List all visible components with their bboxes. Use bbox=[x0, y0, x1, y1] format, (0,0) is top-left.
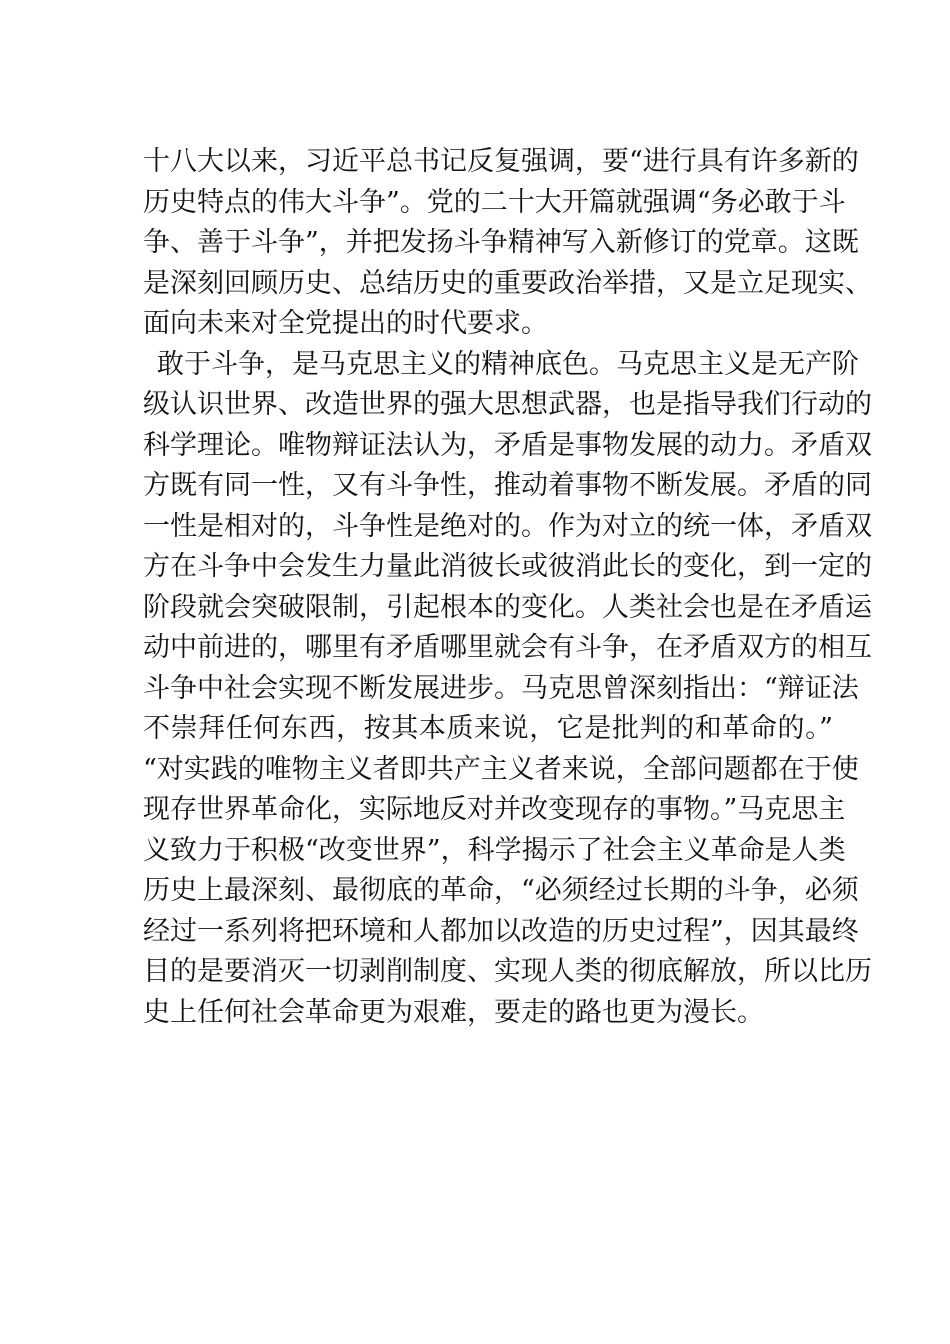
paragraph-2-line-4: 方既有同一性，又有斗争性，推动着事物不断发展。矛盾的同 bbox=[143, 470, 872, 501]
paragraph-2-line-1: 敢于斗争，是马克思主义的精神底色。马克思主义是无产阶 bbox=[157, 348, 859, 380]
paragraph-1-line-3: 争、善于斗争”，并把发扬斗争精神写入新修订的党章。这既 bbox=[143, 227, 859, 258]
paragraph-1-line-1: 十八大以来，习近平总书记反复强调，要“进行具有许多新的 bbox=[143, 146, 859, 177]
paragraph-2-line-16: 目的是要消灭一切剥削制度、实现人类的彻底解放，所以比历 bbox=[143, 956, 872, 987]
paragraph-2-line-17: 史上任何社会革命更为艰难，要走的路也更为漫长。 bbox=[143, 996, 764, 1028]
paragraph-2-line-13: 义致力于积极“改变世界”，科学揭示了社会主义革命是人类 bbox=[143, 834, 846, 866]
paragraph-2-line-12: 现存世界革命化，实际地反对并改变现存的事物。”马克思主 bbox=[143, 794, 846, 825]
paragraph-1-line-5: 面向未来对全党提出的时代要求。 bbox=[143, 308, 548, 339]
paragraph-1-line-2: 历史特点的伟大斗争”。党的二十大开篇就强调“务必敢于斗 bbox=[143, 186, 846, 218]
paragraph-2-line-10: 不崇拜任何东西，按其本质来说，它是批判的和革命的。” bbox=[143, 713, 833, 744]
paragraph-2-line-5: 一性是相对的，斗争性是绝对的。作为对立的统一体，矛盾双 bbox=[143, 510, 872, 542]
paragraph-2-line-2: 级认识世界、改造世界的强大思想武器，也是指导我们行动的 bbox=[143, 389, 872, 420]
paragraph-2-line-9: 斗争中社会实现不断发展进步。马克思曾深刻指出：“辩证法 bbox=[143, 672, 859, 704]
paragraph-2-line-6: 方在斗争中会发生力量此消彼长或彼消此长的变化，到一定的 bbox=[143, 551, 872, 582]
paragraph-1-line-4: 是深刻回顾历史、总结历史的重要政治举措，又是立足现实、 bbox=[143, 267, 872, 299]
paragraph-2-line-3: 科学理论。唯物辩证法认为，矛盾是事物发展的动力。矛盾双 bbox=[143, 429, 872, 461]
paragraph-2-line-11: “对实践的唯物主义者即共产主义者来说，全部问题都在于使 bbox=[143, 753, 859, 785]
paragraph-2-line-8: 动中前进的，哪里有矛盾哪里就会有斗争，在矛盾双方的相互 bbox=[143, 632, 872, 663]
document-body bbox=[143, 142, 872, 1033]
paragraph-2-line-7: 阶段就会突破限制，引起根本的变化。人类社会也是在矛盾运 bbox=[143, 591, 872, 623]
paragraph-2-line-14: 历史上最深刻、最彻底的革命，“必须经过长期的斗争，必须 bbox=[143, 875, 859, 906]
paragraph-2-line-15: 经过一系列将把环境和人都加以改造的历史过程”，因其最终 bbox=[143, 915, 859, 947]
